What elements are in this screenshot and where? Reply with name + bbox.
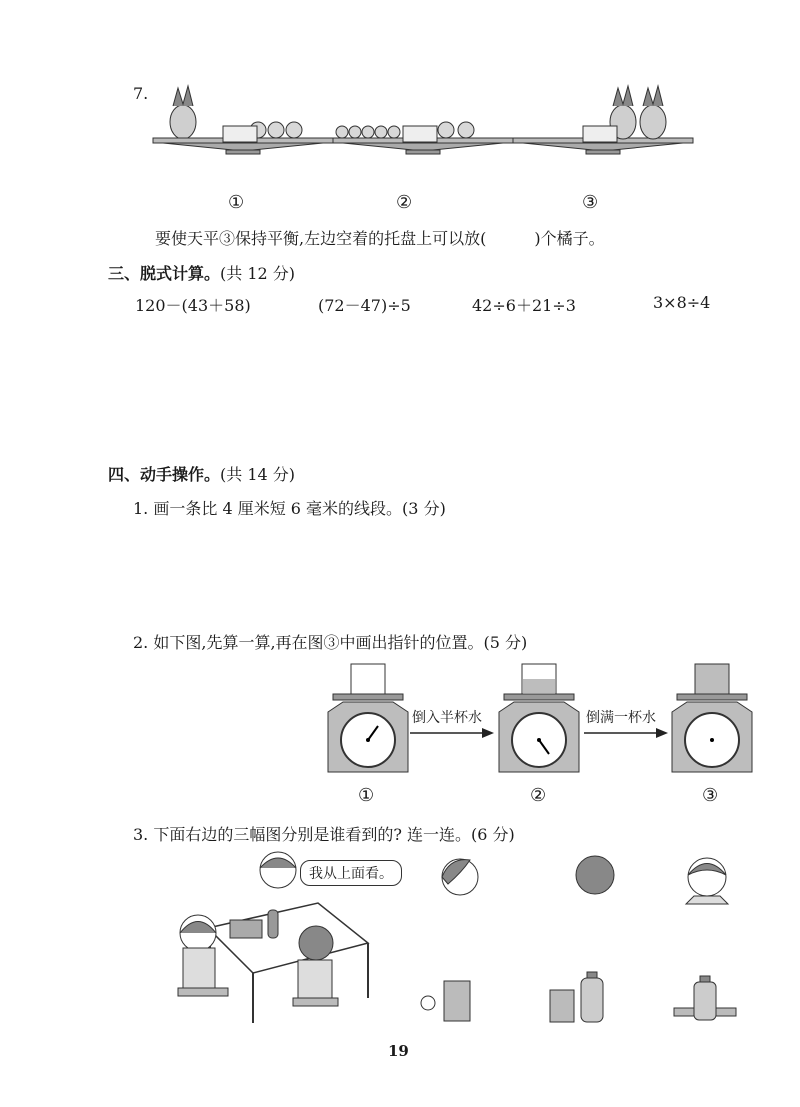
section-3-points: (共 12 分) [220,264,296,283]
q7-sentence: 要使天平③保持平衡,左边空着的托盘上可以放( )个橘子。 [155,229,605,248]
expression-2: (72－47)÷5 [318,296,411,315]
kitchen-scale-1 [323,662,413,777]
apple-icon [438,122,454,138]
arrow-label-2: 倒满一杯水 [586,710,656,726]
q4-2-label-1: ① [358,785,375,806]
expression-3: 42÷6＋21÷3 [472,296,576,315]
page-number: 19 [388,1042,409,1060]
q7-label-2: ② [396,192,413,213]
q7-label-3: ③ [582,192,599,213]
q4-1-text: 1. 画一条比 4 厘米短 6 毫米的线段。(3 分) [133,499,446,518]
objects-front-view [670,970,740,1025]
q4-2-text: 2. 如下图,先算一算,再在图③中画出指针的位置。(5 分) [133,633,528,652]
expression-4: 3×8÷4 [653,293,711,312]
orange-icon [336,126,348,138]
head-front-view [672,850,742,905]
q4-3-text: 3. 下面右边的三幅图分别是谁看到的? 连一连。(6 分) [133,825,515,844]
objects-top-view [410,975,480,1025]
q4-2-label-3: ③ [702,785,719,806]
arrow-right-icon [584,728,668,738]
pineapple-icon [170,105,196,139]
section-4-points: (共 14 分) [220,465,296,484]
q7-label-1: ① [228,192,245,213]
expression-1: 120－(43＋58) [135,296,251,315]
section-4-title: 四、动手操作。 [108,465,221,484]
section-3-title: 三、脱式计算。 [108,264,221,283]
q7-number: 7. [133,84,149,103]
objects-side-view [545,970,615,1025]
speech-bubble-text: 我从上面看。 [309,866,393,882]
girl-head [260,852,296,888]
balance-scale-1 [148,82,338,152]
arrow-right-icon [410,728,494,738]
section-3-heading [108,261,295,284]
speech-bubble [300,860,402,886]
kitchen-scale-2 [494,662,584,777]
head-side-view [430,852,490,902]
section-4-heading [108,462,295,485]
balance-scale-2 [328,82,518,152]
kitchen-scale-3 [667,662,757,777]
boy-right-head [299,926,333,960]
head-back-view [565,850,625,900]
balance-scale-3 [508,82,698,152]
q4-2-label-2: ② [530,785,547,806]
arrow-label-1: 倒入半杯水 [412,710,482,726]
